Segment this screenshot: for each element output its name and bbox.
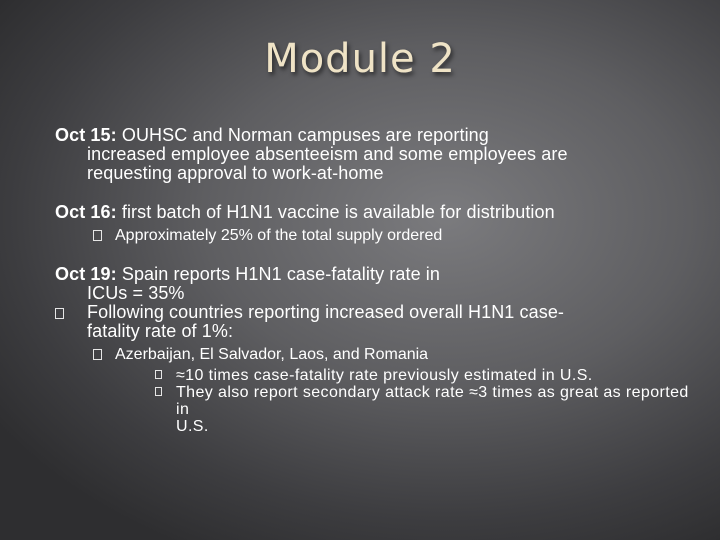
entry-date: Oct 19:	[55, 264, 117, 284]
entry-continuation: ICUs = 35%	[87, 283, 185, 303]
square-bullet-icon	[93, 230, 102, 241]
sub-bullet-text: Approximately 25% of the total supply ordered	[115, 227, 443, 244]
entry-text: first batch of H1N1 vaccine is available for distribution	[121, 202, 555, 222]
slide-body	[55, 126, 695, 435]
entry-oct-16	[55, 203, 695, 245]
entry-continuation: increased employee absenteeism and some employees are	[87, 144, 568, 164]
slide-title: Module 2	[264, 36, 456, 82]
bullet	[55, 303, 695, 322]
sub-bullet-text: Azerbaijan, El Salvador, Laos, and Romania	[115, 346, 429, 363]
entry-text: Spain reports H1N1 case-fatality rate in	[121, 264, 440, 284]
entry-oct-19	[55, 265, 695, 435]
list-item: ≈10 times case-fatality rate previously estimated in U.S.	[143, 367, 695, 384]
list-item: They also report secondary attack rate ≈3 times as great as reported in	[143, 384, 695, 418]
bullet-text: Following countries reporting increased overall H1N1 case-	[87, 302, 565, 322]
square-bullet-icon	[55, 308, 64, 319]
square-bullet-icon	[155, 370, 162, 379]
sub-bullet	[55, 345, 695, 364]
entry-date: Oct 15:	[55, 125, 117, 145]
sub-bullet	[55, 226, 695, 245]
list-item-continuation: U.S.	[176, 418, 209, 435]
square-bullet-icon	[93, 349, 102, 360]
entry-continuation: requesting approval to work-at-home	[87, 163, 384, 183]
square-bullet-icon	[155, 387, 162, 396]
entry-oct-15	[55, 126, 695, 183]
entry-date: Oct 16:	[55, 202, 117, 222]
bullet-continuation: fatality rate of 1%:	[87, 321, 234, 341]
third-level-list	[143, 367, 695, 435]
entry-text: OUHSC and Norman campuses are reporting	[121, 125, 489, 145]
